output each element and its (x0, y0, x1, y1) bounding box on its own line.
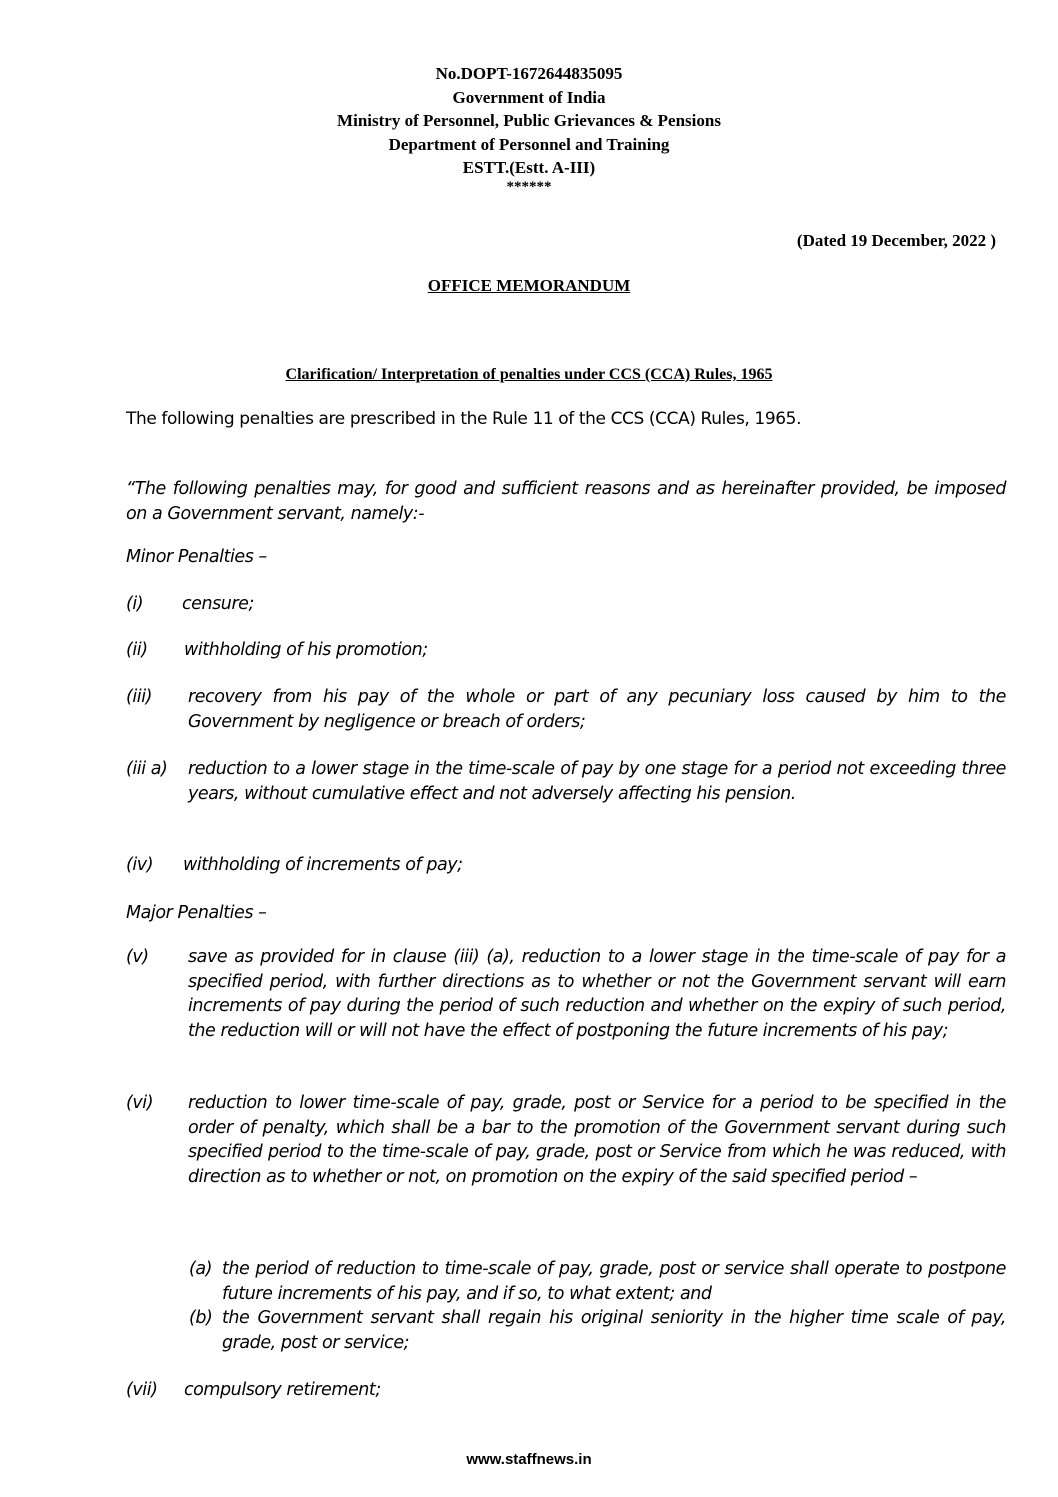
memo-title: OFFICE MEMORANDUM (427, 276, 631, 295)
letterhead (0, 62, 1058, 194)
item-number: (iii) (126, 687, 152, 707)
sub-clause-label: (a) (189, 1259, 213, 1279)
sub-clause-text: the period of reduction to time-scale of pay, grade, post or service shall operate to postpone future increments of his pay, and if so, to what extent; and (222, 1259, 1006, 1304)
ministry-line: Ministry of Personnel, Public Grievances & Pensions (337, 111, 721, 130)
item-number: (iv) (126, 855, 154, 875)
item-text: compulsory retirement; (184, 1380, 381, 1400)
item-text: reduction to a lower stage in the time-scale of pay by one stage for a period not exceeding three years, without cumulative effect and not adversely affecting his pension. (188, 759, 1006, 804)
date-line: (Dated 19 December, 2022 ) (796, 231, 996, 250)
item-text: save as provided for in clause (iii) (a), reduction to a lower stage in the time-scale of pay for a specified period, with further directions as to whether or not the Government servant will earn increments of pay during the period of such reduction and whether on the expiry of such period, the reduction will or will not have the effect of postponing the future increments of his pay; (188, 947, 1006, 1041)
item-number: (ii) (126, 640, 148, 660)
government-line: Government of India (452, 87, 606, 107)
item-text: censure; (182, 594, 254, 614)
document-number: No.DOPT-1672644835095 (435, 64, 623, 83)
item-text: withholding of his promotion; (184, 640, 428, 660)
major-penalties-heading: Major Penalties – (126, 903, 267, 923)
item-number: (vi) (126, 1093, 154, 1113)
subject-line: Clarification/ Interpretation of penalties under CCS (CCA) Rules, 1965 (285, 366, 773, 383)
item-number: (iii a) (126, 759, 168, 779)
intro-paragraph: The following penalties are prescribed in the Rule 11 of the CCS (CCA) Rules, 1965. (126, 409, 802, 429)
item-number: (v) (126, 947, 149, 967)
quote-paragraph: “The following penalties may, for good and sufficient reasons and as hereinafter provided, be imposed on a Government servant, namely:- (126, 479, 1006, 524)
sub-clause-label: (b) (189, 1308, 213, 1328)
sub-clause-text: the Government servant shall regain his original seniority in the higher time scale of pay, grade, post or service; (222, 1308, 1006, 1353)
section-line: ESTT.(Estt. A-III) (462, 158, 596, 177)
item-text: withholding of increments of pay; (183, 855, 463, 875)
stars-divider: ****** (506, 178, 552, 195)
item-text: reduction to lower time-scale of pay, grade, post or Service for a period to be specified in the order of penalty, which shall be a bar to the promotion of the Government servant during such specified period to the time-scale of pay, grade, post or Service from which he was reduced, with direction as to whether or not, on promotion on the expiry of the said specified period – (188, 1093, 1006, 1187)
item-number: (vii) (126, 1380, 158, 1400)
department-line: Department of Personnel and Training (388, 134, 670, 154)
footer-website: www.staffnews.in (466, 1451, 592, 1468)
item-text: recovery from his pay of the whole or part of any pecuniary loss caused by him to the Government by negligence or breach of orders; (188, 687, 1006, 732)
item-number: (i) (126, 594, 144, 614)
minor-penalties-heading: Minor Penalties – (126, 547, 267, 567)
